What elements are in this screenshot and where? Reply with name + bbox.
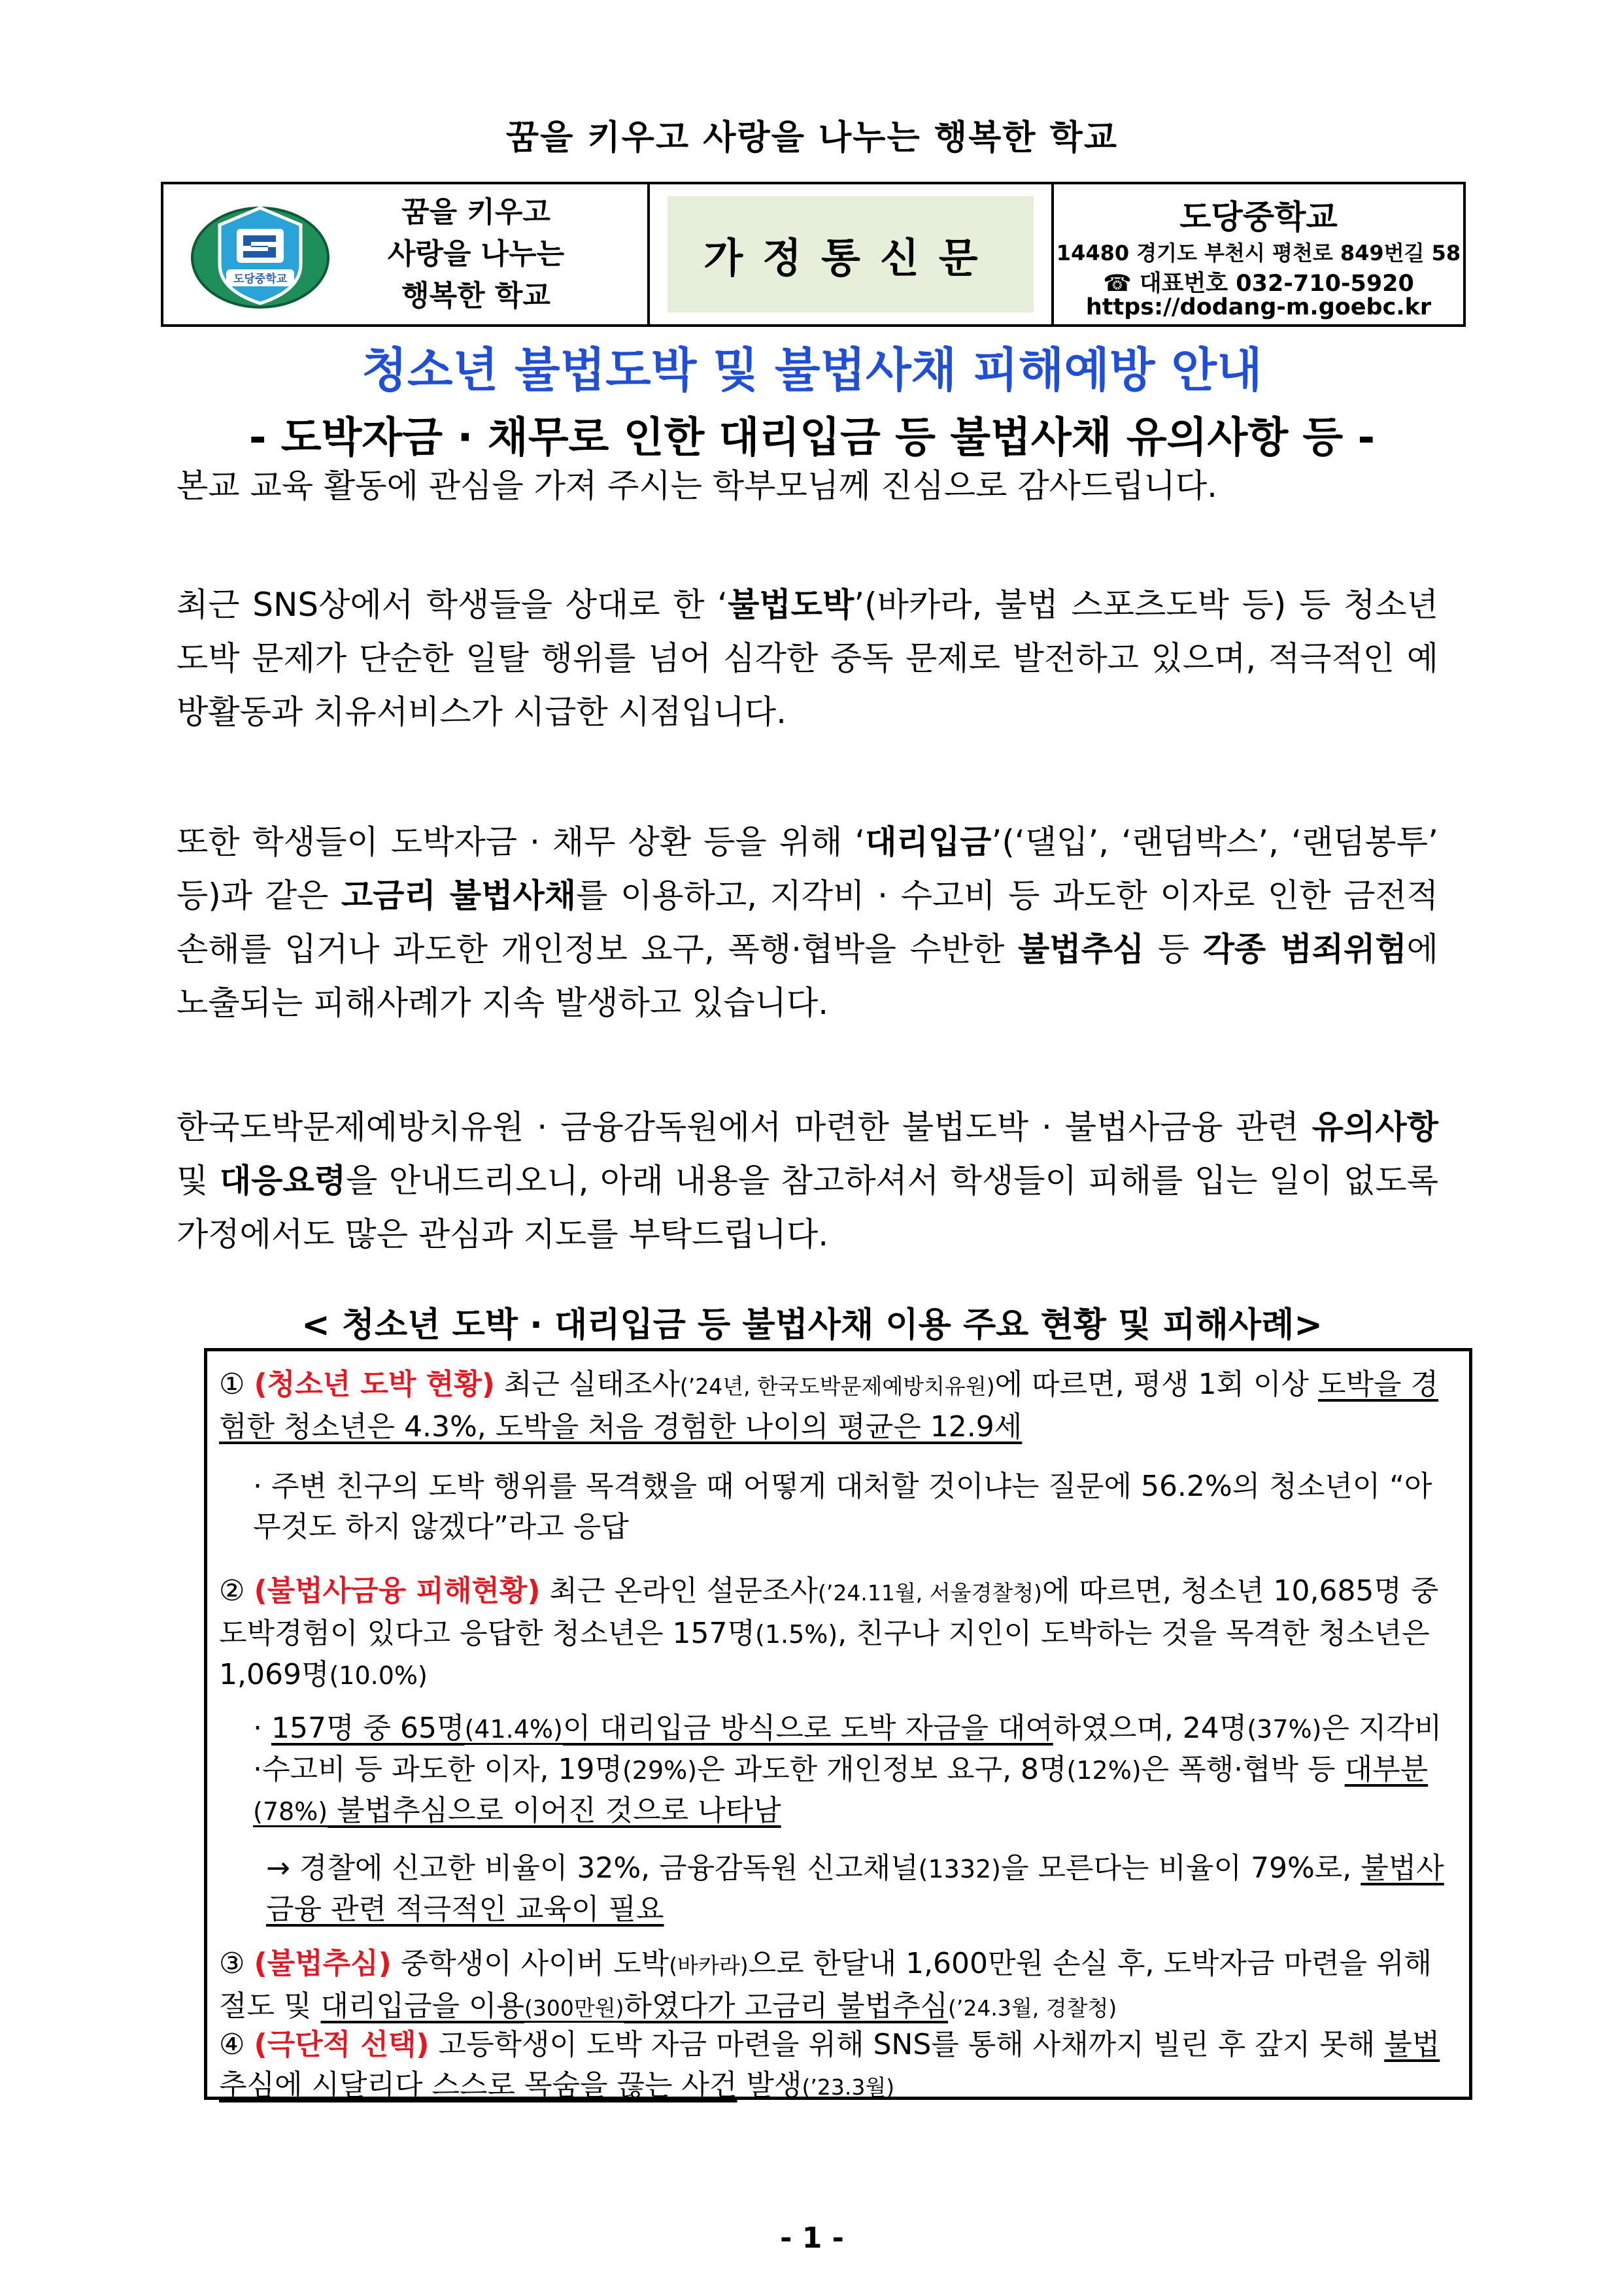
- underlined-text: 불법사금융 관련 적극적인 교육이 필요: [266, 1851, 1444, 1926]
- school-url[interactable]: https://dodang-m.goebc.kr: [1085, 294, 1432, 320]
- emphasis: 불법도박: [728, 586, 854, 624]
- item-label: (불법추심): [254, 1947, 392, 1980]
- text: 은 지각비·수고비 등 과도한 이자, 19명: [253, 1712, 1442, 1786]
- item-label: (청소년 도박 현황): [254, 1368, 495, 1401]
- case-item-1: [219, 1364, 1455, 1447]
- item-label: (극단적 선택): [254, 2028, 430, 2061]
- logo-text: 도당중학교: [233, 273, 288, 286]
- text: 으로 한달내 1,600만원 손실 후, 도박자금 마련을 위해 절도 및: [219, 1947, 1432, 2023]
- text: 또한 학생들이 도박자금 · 채무 상환 등을 위해 ‘: [177, 823, 866, 861]
- text: 등: [1144, 930, 1203, 968]
- text: 한국도박문제예방치유원 · 금융감독원에서 마련한 불법도박 · 불법사금융 관련: [177, 1108, 1312, 1146]
- underlined-text: 불법추심으로 이어진 것으로 나타남: [328, 1794, 781, 1827]
- case-item-4: [219, 2025, 1455, 2108]
- text: 을 안내드리오니, 아래 내용을 참고하셔서 학생들이 피해를 입는 일이 없도록 가정에서도 많은 관심과 지도를 부탁드립니다.: [177, 1162, 1439, 1253]
- item-number: ③: [219, 1947, 245, 1980]
- underlined-text: 대리입금을 이용: [320, 1989, 524, 2023]
- item-label: (불법사금융 피해현황): [254, 1574, 541, 1608]
- text: (’24.11월, 서울경찰청): [818, 1580, 1042, 1606]
- underlined-text: 이 대리입금 방식으로 도박 자금을 대여: [562, 1712, 1053, 1745]
- school-motto: 꿈을 키우고 사랑을 나누는 행복한 학교: [505, 118, 1119, 158]
- school-logo-icon: [188, 199, 332, 310]
- case-item-2-bullet: [253, 1708, 1449, 1832]
- text: 에 따르면, 청소년 10,685명 중 도박경험이 있다고 응답한 청소년은 157명: [219, 1574, 1439, 1650]
- text: (’24년, 한국도박문제예방치유원): [679, 1374, 995, 1399]
- page-title: 청소년 불법도박 및 불법사채 피해예방 안내: [362, 343, 1262, 397]
- text: (’23.3월): [802, 2074, 895, 2100]
- header-school-cell: [1054, 184, 1463, 324]
- case-box: [204, 1348, 1472, 2100]
- school-phone: ☎ 대표번호 032-710-5920: [1103, 271, 1414, 297]
- intro-paragraph: 본교 교육 활동에 관심을 가져 주시는 학부모님께 진심으로 감사드립니다.: [177, 467, 1218, 505]
- school-name: 도당중학교: [1179, 198, 1338, 236]
- box-title: < 청소년 도박 · 대리입금 등 불법사채 이용 주요 현황 및 피해사례>: [301, 1306, 1323, 1345]
- text: 고등학생이 도박 자금 마련을 위해 SNS를 통해 사채까지 빌린 후 갚지 못해: [429, 2028, 1385, 2061]
- text: 중학생이 사이버 도박: [391, 1947, 669, 1980]
- emphasis: 유의사항: [1311, 1108, 1438, 1146]
- paragraph-1: [177, 578, 1438, 739]
- emphasis: 대응요령: [219, 1162, 347, 1200]
- page-number: - 1 -: [780, 2221, 844, 2255]
- item-number: ①: [219, 1368, 245, 1401]
- text: 를 이용하고, 지각비 · 수고비 등 과도한 이자로 인한 금전적 손해를 입거나 과도한 개인정보 요구, 폭행·협박을 수반한: [177, 877, 1438, 968]
- underlined-text: 하였다가 고금리 불법추심: [624, 1989, 949, 2023]
- text: 을 모른다는 비율이 79%로,: [1001, 1851, 1361, 1885]
- text: (’24.3월, 경찰청): [948, 1995, 1117, 2021]
- text: 및: [177, 1162, 220, 1200]
- underlined-text: 157명 중 65명: [271, 1712, 465, 1745]
- case-item-2: [219, 1571, 1455, 1696]
- slogan-line: 행복한 학교: [401, 279, 550, 312]
- slogan-line: 사랑을 나누는: [387, 237, 565, 271]
- paragraph-3: [177, 1100, 1438, 1261]
- case-item-3: [219, 1944, 1455, 2029]
- text: 에 노출되는 피해사례가 지속 발생하고 있습니다.: [177, 930, 1438, 1022]
- item-number: ②: [219, 1574, 245, 1608]
- header-slogan-cell: [163, 184, 650, 324]
- text: 에 따르면, 평생 1회 이상: [994, 1368, 1319, 1401]
- underlined-text: 불법추심에 시달리다 스스로 목숨을 끊는 사건: [219, 2028, 1440, 2102]
- case-item-1-bullet: · 주변 친구의 도박 행위를 목격했을 때 어떻게 대처할 것이냐는 질문에 56.2%의 청소년이 “아무것도 하지 않겠다”라고 응답: [253, 1470, 1432, 1544]
- case-item-2-arrow: [266, 1848, 1449, 1930]
- text: (37%): [1247, 1715, 1322, 1744]
- text: ·: [253, 1712, 271, 1745]
- underlined-text: (41.4%): [464, 1715, 563, 1744]
- letter-header: [161, 182, 1466, 327]
- text: 최근 온라인 설문조사: [540, 1574, 819, 1608]
- underlined-text: 도박을 경험한 청소년은 4.3%, 도박을 처음 경험한 나이의 평균은 12.9세: [219, 1368, 1439, 1443]
- underlined-text: (300만원): [524, 1995, 624, 2021]
- header-notice-cell: [650, 184, 1054, 324]
- text: 은 폭행·협박 등: [1141, 1753, 1345, 1786]
- text: (29%): [622, 1756, 698, 1785]
- emphasis: 각종 범죄위험: [1202, 930, 1407, 968]
- emphasis: 고금리 불법사채: [341, 877, 577, 915]
- text: 발생: [737, 2068, 802, 2102]
- notice-label: 가정통신문: [668, 196, 1034, 312]
- paragraph-2: [177, 815, 1438, 1030]
- text: (12%): [1066, 1756, 1142, 1785]
- text: (1.5%): [755, 1620, 838, 1649]
- slogan-line: 꿈을 키우고: [401, 195, 550, 229]
- text: (바카라): [669, 1953, 749, 1978]
- text: (10.0%): [329, 1661, 428, 1690]
- text: 은 과도한 개인정보 요구, 8명: [697, 1753, 1067, 1786]
- header-slogan: [332, 192, 620, 317]
- underlined-text: 대부분: [1344, 1753, 1429, 1786]
- text: , 친구나 지인이 도박하는 것을 목격한 청소년은 1,069명: [219, 1617, 1430, 1691]
- school-address: 14480 경기도 부천시 평천로 849번길 58: [1056, 241, 1461, 265]
- text: 최근 SNS상에서 학생들을 상대로 한 ‘: [177, 586, 728, 624]
- text: ’(‘댈입’, ‘랜덤박스’, ‘랜덤봉투’ 등)과 같은: [177, 823, 1438, 915]
- item-number: ④: [219, 2028, 245, 2061]
- text: 최근 실태조사: [494, 1368, 680, 1401]
- text: 하였으며, 24명: [1053, 1712, 1247, 1745]
- text: ’(바카라, 불법 스포츠도박 등) 등 청소년 도박 문제가 단순한 일탈 행위를 넘어 심각한 중독 문제로 발전하고 있으며, 적극적인 예방활동과 치유서비스가 시급한 시점입니다.: [177, 586, 1438, 731]
- emphasis: 불법추심: [1018, 930, 1145, 968]
- text: → 경찰에 신고한 비율이 32%, 금융감독원 신고채널: [266, 1851, 919, 1885]
- underlined-text: (78%): [253, 1797, 328, 1826]
- page-subtitle: - 도박자금 · 채무로 인한 대리입금 등 불법사채 유의사항 등 -: [248, 414, 1376, 462]
- emphasis: 대리입금: [865, 823, 992, 861]
- text: (1332): [918, 1855, 1001, 1883]
